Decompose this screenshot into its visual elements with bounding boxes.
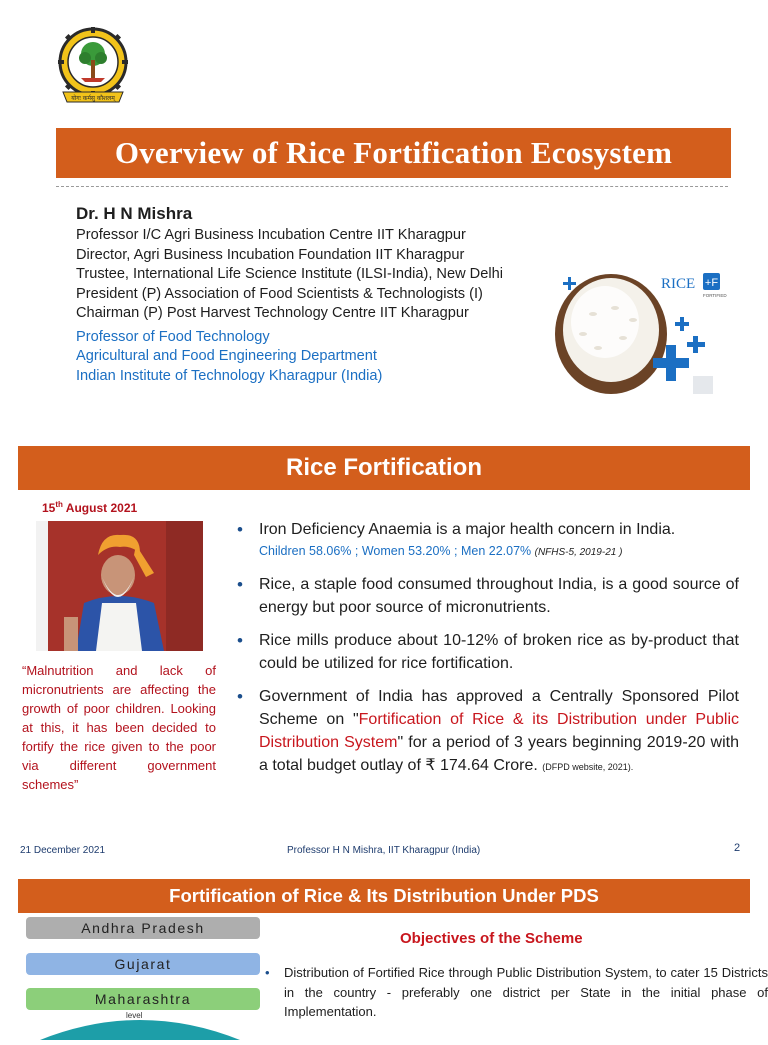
section-banner [18,446,750,490]
dept-line: Agricultural and Food Engineering Department [76,348,377,364]
list-item: • Iron Deficiency Anaemia is a major health concern in India. Children 58.06% ; Women 53.20% ; Men 22.07% (NFHS-5, 2019-21 ) [235,518,739,563]
list-item: • Rice, a staple food consumed throughout India, is a good source of energy but poor source of micronutrients. [235,573,739,619]
role-line: Trustee, International Life Science Institute (ILSI-India), New Delhi [76,266,503,282]
objective-item: • Distribution of Fortified Rice through Public Distribution System, to cater 15 Districts in the country - preferably one district per State in the initial phase of Implementation. [262,963,768,1022]
author-block [76,204,556,386]
state-label-maharashtra: Maharashtra [26,988,260,1010]
list-item: • Government of India has approved a Centrally Sponsored Pilot Scheme on "Fortification of Rice & its Distribution under Public Distribution System" for a period of 3 years beginning 2019-20 with a total budget outlay of ₹ 174.64 Crore. (DFPD website, 2021). [235,685,739,779]
iit-kharagpur-emblem-icon [55,26,131,110]
page-title: Overview of Rice Fortification Ecosystem [114,135,673,170]
role-line: Chairman (P) Post Harvest Technology Centre IIT Kharagpur [76,305,469,321]
speech-quote: “Malnutrition and lack of micronutrients are affecting the growth of poor children. Looking at this, it has been decided to fortify the rice given to the poor via different government schemes” [22,663,216,792]
svg-text:FORTIFIED: FORTIFIED [703,293,727,298]
speaker-photo [36,521,203,651]
footer-date: 21 December 2021 [20,845,106,856]
bullet-list [235,518,739,789]
section-title: Fortification of Rice & Its Distribution Under PDS [169,885,599,906]
title-banner [56,128,731,178]
svg-text:RICE: RICE [661,276,696,292]
level-label: level [126,1011,143,1020]
footer-author: Professor H N Mishra, IIT Kharagpur (India) [287,845,481,856]
dept-line: Indian Institute of Technology Kharagpur (India) [76,367,383,384]
objectives-title: Objectives of the Scheme [400,930,583,947]
state-label-gujarat: Gujarat [26,953,260,975]
svg-text:+F: +F [704,277,719,289]
divider [56,186,728,187]
state-label-andhra-pradesh: Andhra Pradesh [26,917,260,939]
speech-date: 15th August 2021 [42,500,138,515]
role-line: Director, Agri Business Incubation Foundation IIT Kharagpur [76,246,465,263]
section-title: Rice Fortification [285,454,483,481]
role-line: Professor I/C Agri Business Incubation Centre IIT Kharagpur [76,227,466,243]
list-item: • Rice mills produce about 10-12% of broken rice as by-product that could be utilized for rice fortification. [235,629,739,675]
page-number: 2 [734,842,741,854]
dept-line: Professor of Food Technology [76,328,270,345]
section-banner [18,879,750,913]
author-name: Dr. H N Mishra [76,204,193,223]
svg-text:योगः कर्मसु कौशलम्: योगः कर्मसु कौशलम् [71,95,115,102]
fortified-rice-bowl-image [553,264,729,400]
role-line: President (P) Association of Food Scientists & Technologists (I) [76,285,483,302]
